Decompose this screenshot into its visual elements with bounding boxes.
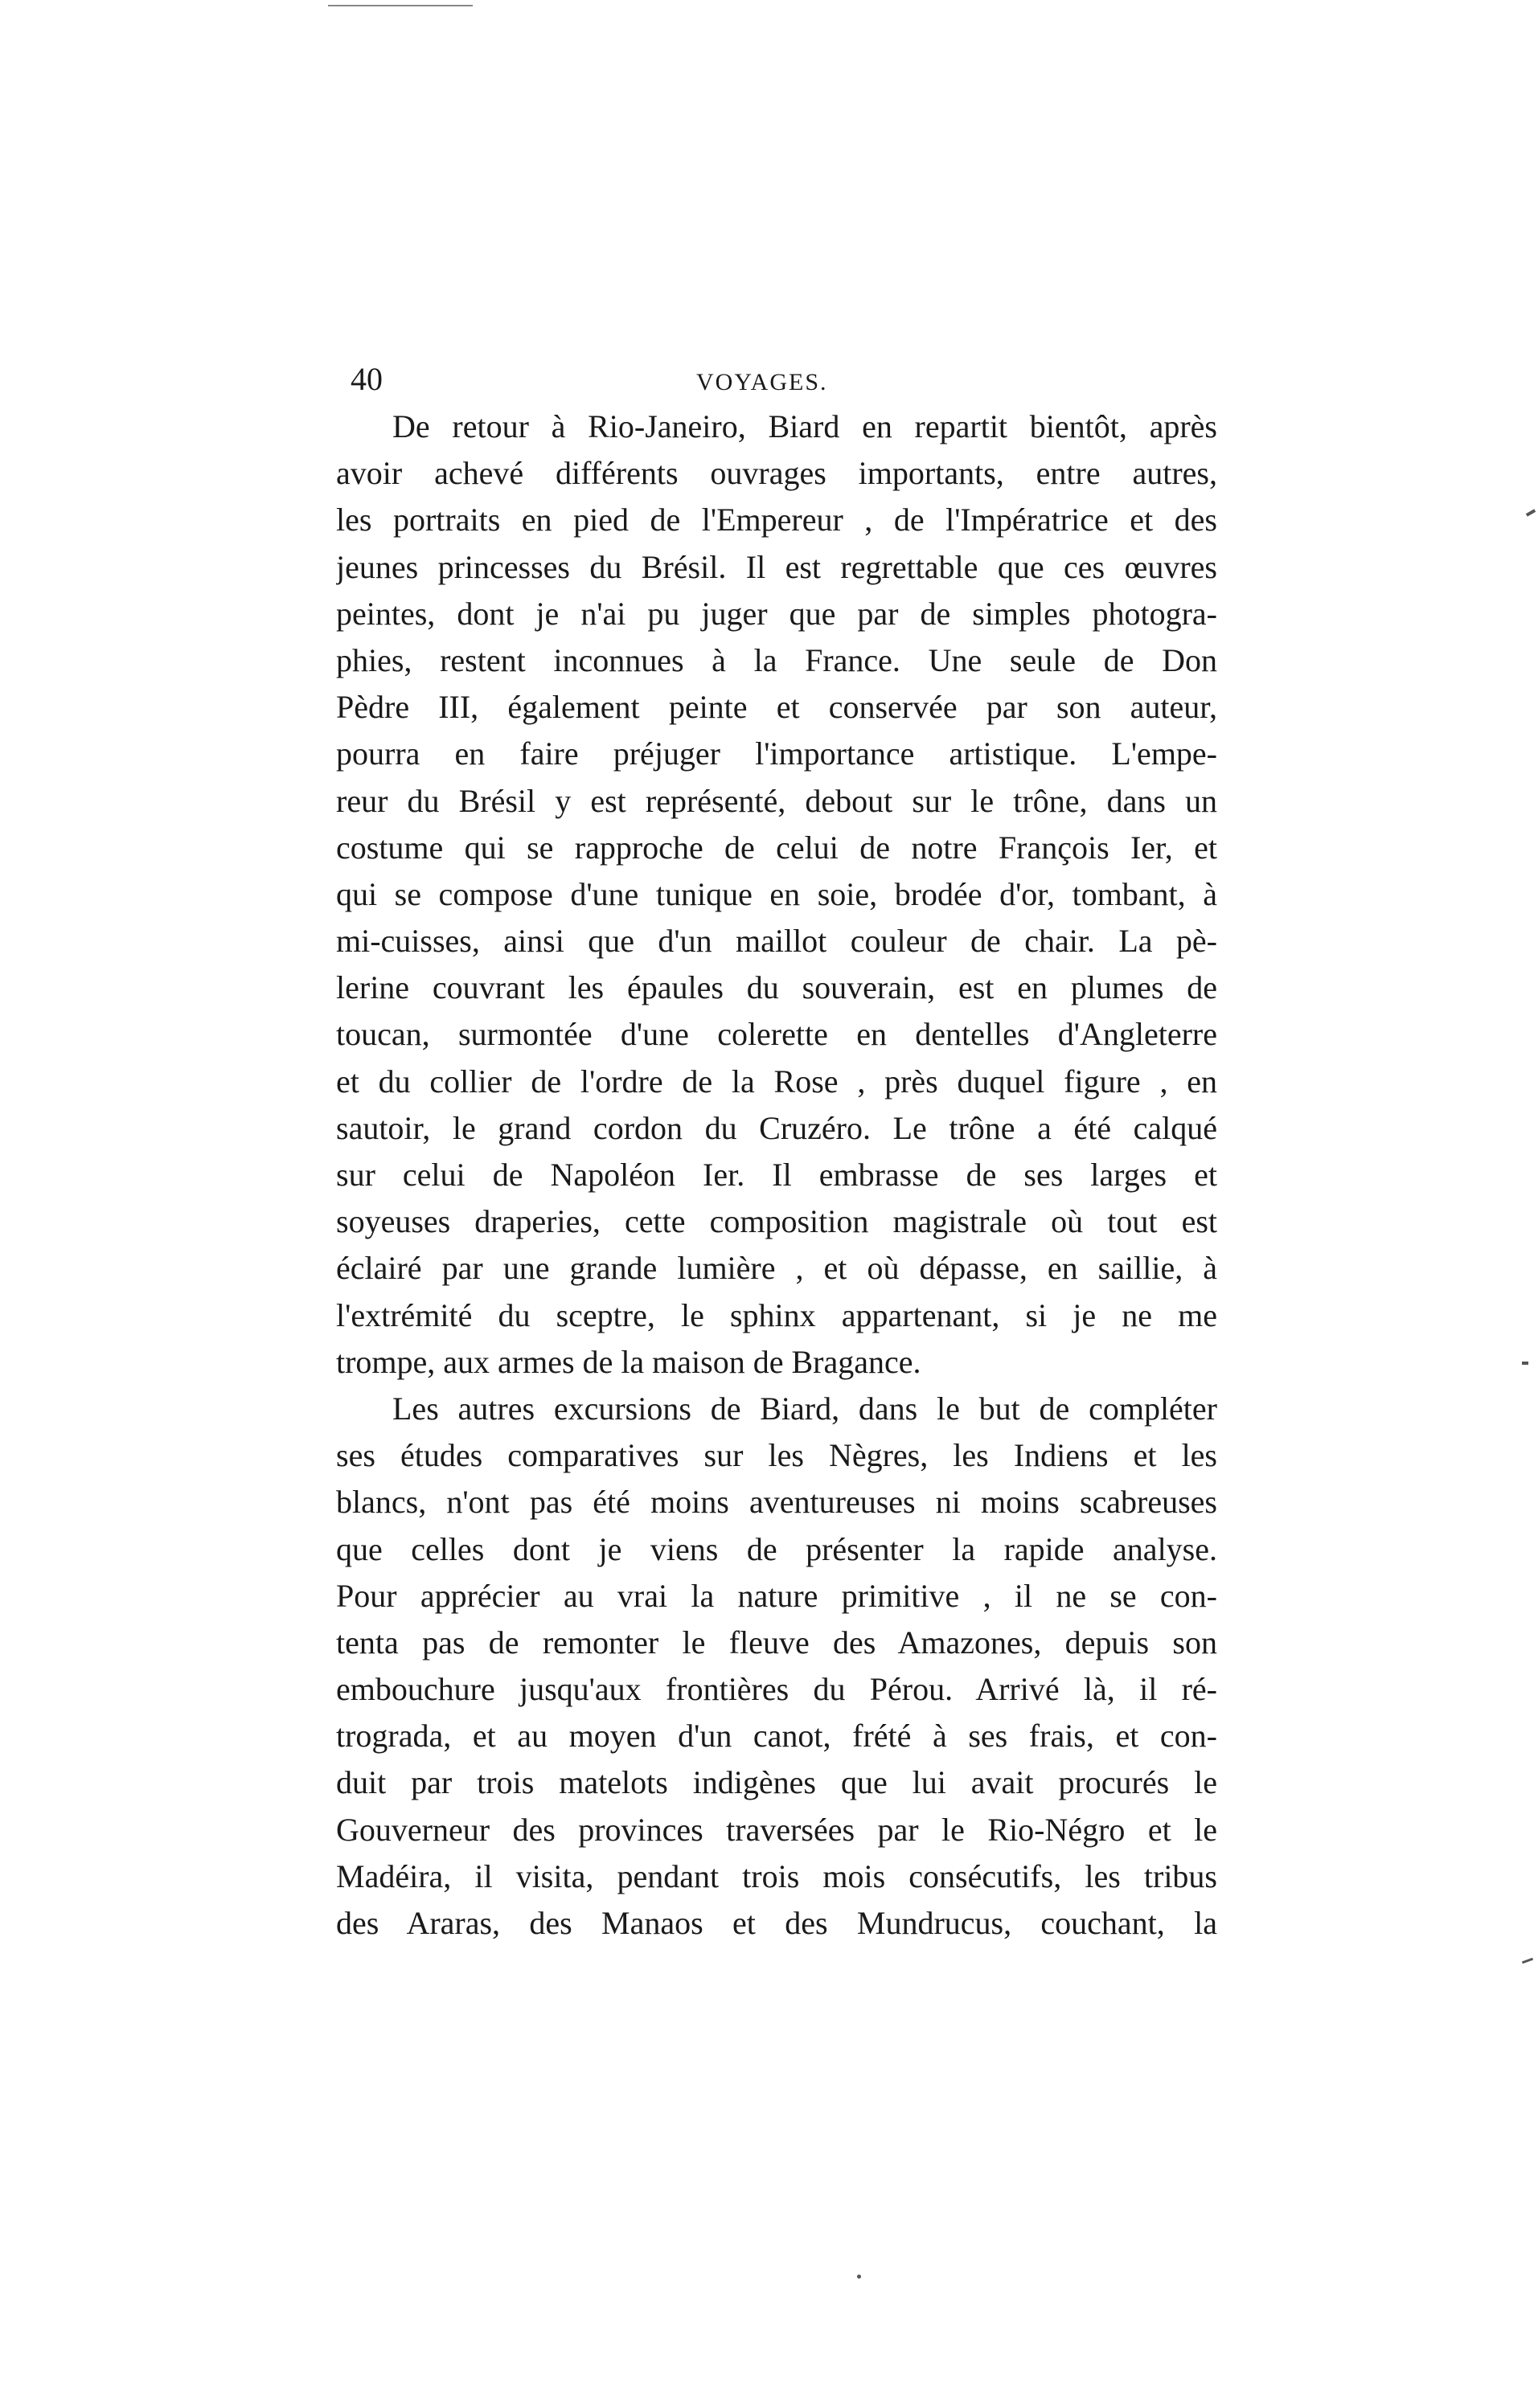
text-line: les portraits en pied de l'Empereur , de l'Impératrice et des — [336, 502, 1217, 539]
text-line: Madéira, il visita, pendant trois mois consécutifs, les tribus — [336, 1857, 1217, 1894]
text-line: sur celui de Napoléon Ier. Il embrasse de ses larges et — [336, 1157, 1217, 1193]
scan-mark — [1526, 509, 1536, 516]
text-line: Les autres excursions de Biard, dans le but de compléter — [392, 1390, 1217, 1427]
text-line: De retour à Rio-Janeiro, Biard en repartit bientôt, après — [392, 408, 1217, 444]
scan-mark — [857, 2275, 861, 2279]
text-line: qui se compose d'une tunique en soie, brodée d'or, tombant, à — [336, 875, 1217, 912]
text-line: trompe, aux armes de la maison de Bragance. — [336, 1343, 921, 1380]
text-line: avoir achevé différents ouvrages importants, entre autres, — [336, 455, 1217, 492]
scan-mark — [450, 5, 466, 6]
scan-mark — [1522, 1362, 1528, 1365]
paragraph-1 — [336, 403, 1217, 1386]
text-line: lerine couvrant les épaules du souverain, est en plumes de — [336, 969, 1217, 1006]
text-line: phies, restent inconnues à la France. Une seule de Don — [336, 641, 1217, 678]
running-title: VOYAGES. — [696, 369, 828, 395]
text-line: Pour apprécier au vrai la nature primitive , il ne se con- — [336, 1577, 1217, 1614]
text-line: des Araras, des Manaos et des Mundrucus, couchant, la — [336, 1905, 1217, 1941]
text-line: peintes, dont je n'ai pu juger que par de simples photogra- — [336, 595, 1217, 632]
paragraph-2 — [336, 1386, 1217, 1947]
text-line: jeunes princesses du Brésil. Il est regrettable que ces œuvres — [336, 548, 1217, 585]
text-line: toucan, surmontée d'une colerette en dentelles d'Angleterre — [336, 1016, 1217, 1053]
page-number: 40 — [351, 361, 383, 397]
text-line: Pèdre III, également peinte et conservée par son auteur, — [336, 689, 1217, 726]
scan-mark — [1522, 1958, 1533, 1964]
text-line: trograda, et au moyen d'un canot, frété à ses frais, et con- — [336, 1718, 1217, 1755]
text-line: reur du Brésil y est représenté, debout sur le trône, dans un — [336, 782, 1217, 819]
text-line: pourra en faire préjuger l'importance artistique. L'empe- — [336, 735, 1217, 772]
text-line: embouchure jusqu'aux frontières du Pérou. Arrivé là, il ré- — [336, 1671, 1217, 1708]
text-line: ses études comparatives sur les Nègres, les Indiens et les — [336, 1437, 1217, 1474]
text-line: soyeuses draperies, cette composition magistrale où tout est — [336, 1203, 1217, 1240]
body-text — [336, 403, 1217, 1947]
text-line: costume qui se rapproche de celui de notre François Ier, et — [336, 829, 1217, 866]
text-line: éclairé par une grande lumière , et où dépasse, en saillie, à — [336, 1250, 1217, 1287]
running-head — [351, 355, 1219, 403]
text-line: Gouverneur des provinces traversées par le Rio-Négro et le — [336, 1811, 1217, 1848]
text-line: blancs, n'ont pas été moins aventureuses ni moins scabreuses — [336, 1484, 1217, 1521]
text-line: mi-cuisses, ainsi que d'un maillot couleur de chair. La pè- — [336, 923, 1217, 960]
text-line: que celles dont je viens de présenter la rapide analyse. — [336, 1530, 1217, 1567]
text-line: sautoir, le grand cordon du Cruzéro. Le trône a été calqué — [336, 1109, 1217, 1146]
text-line: et du collier de l'ordre de la Rose , près duquel figure , en — [336, 1063, 1217, 1100]
text-line: l'extrémité du sceptre, le sphinx appartenant, si je ne me — [336, 1296, 1217, 1333]
text-line: tenta pas de remonter le fleuve des Amazones, depuis son — [336, 1624, 1217, 1661]
text-line: duit par trois matelots indigènes que lui avait procurés le — [336, 1764, 1217, 1801]
